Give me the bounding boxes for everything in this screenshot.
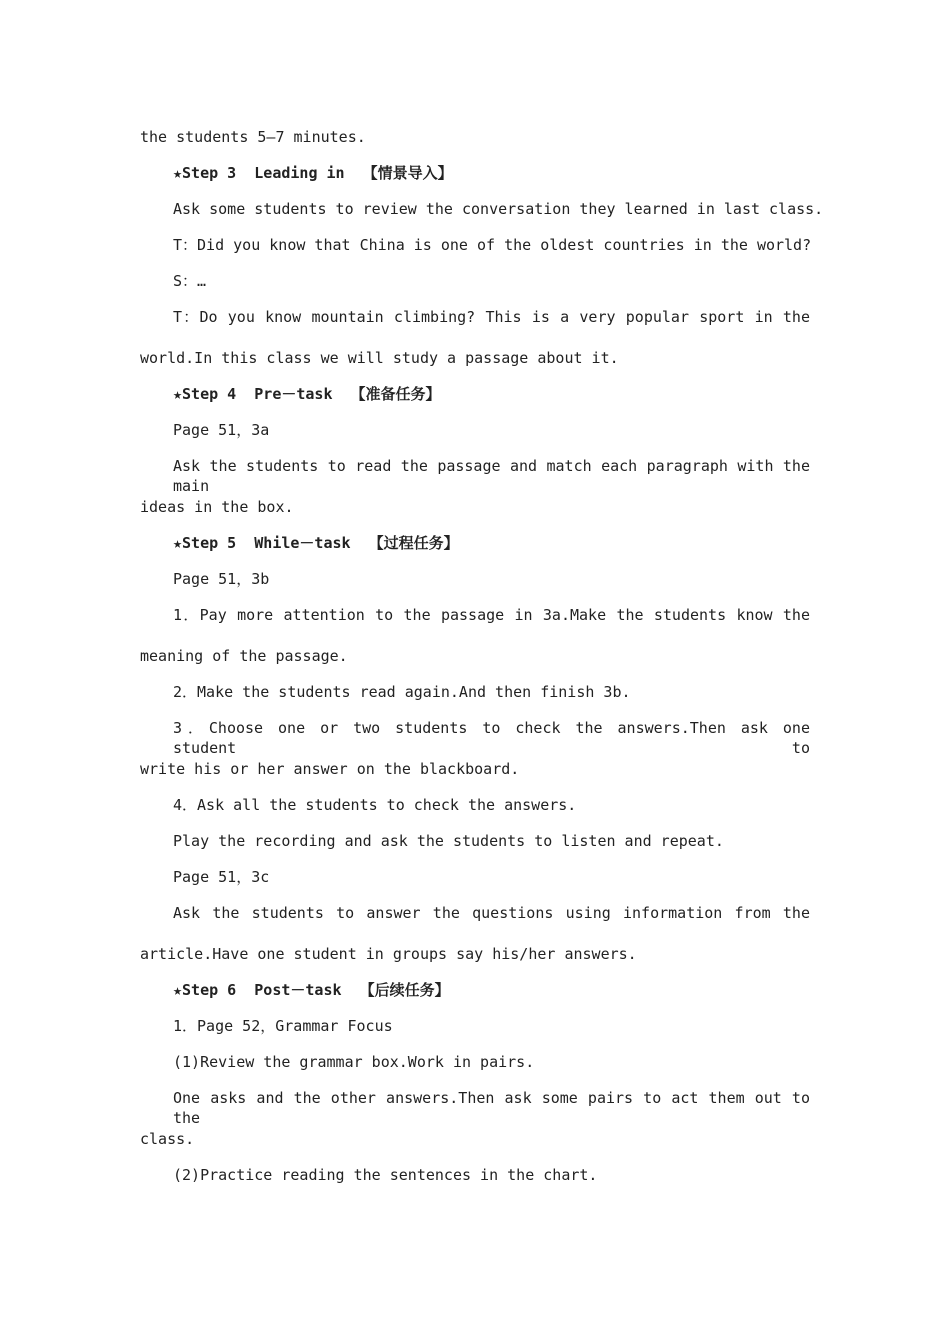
step-3-heading: ★Step 3 Leading in 【情景导入】 [173,164,453,182]
text-line: S：… [173,272,207,290]
text-line: (1)Review the grammar box.Work in pairs. [173,1053,535,1071]
text-line: Play the recording and ask the students to listen and repeat. [173,832,724,850]
text-line: T：Did you know that China is one of the oldest countries in the world? [173,236,812,254]
text-line: write his or her answer on the blackboard. [140,760,520,778]
text-line: article.Have one student in groups say his/her answers. [140,945,637,963]
text-line: (2)Practice reading the sentences in the chart. [173,1166,598,1184]
text-line: Ask some students to review the conversation they learned in last class. [173,200,824,218]
text-line: One asks and the other answers.Then ask some pairs to act them out to the [173,1089,810,1127]
text-line: the students 5—7 minutes. [140,128,366,146]
text-line: Ask the students to answer the questions using information from the [173,904,810,922]
step-6-heading: ★Step 6 Post－task 【后续任务】 [173,981,450,999]
text-line: 4．Ask all the students to check the answers. [173,796,577,814]
text-line: class. [140,1130,195,1148]
text-line: 1．Pay more attention to the passage in 3a.Make the students know the [173,606,810,624]
text-line: Page 51，3a [173,421,270,439]
step-4-heading: ★Step 4 Pre－task 【准备任务】 [173,385,441,403]
text-line: ideas in the box. [140,498,294,516]
text-line: Page 51，3b [173,570,270,588]
text-line: 1．Page 52，Grammar Focus [173,1017,393,1035]
text-line: world.In this class we will study a passage about it. [140,349,619,367]
text-line: 3．Choose one or two students to check the answers.Then ask one student to [173,719,810,757]
step-5-heading: ★Step 5 While－task 【过程任务】 [173,534,459,552]
text-line: Page 51，3c [173,868,270,886]
text-line: Ask the students to read the passage and match each paragraph with the main [173,457,810,495]
text-line: 2．Make the students read again.And then finish 3b. [173,683,631,701]
text-line: meaning of the passage. [140,647,348,665]
text-line: T：Do you know mountain climbing? This is a very popular sport in the [173,308,810,326]
